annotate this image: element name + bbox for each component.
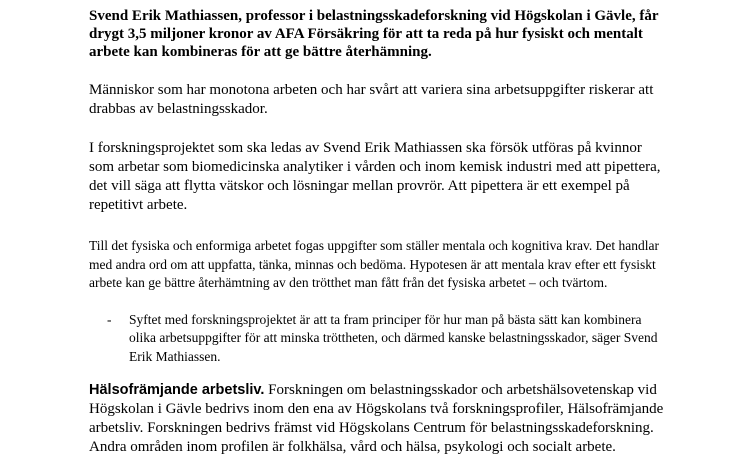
body-paragraph-research-project: I forskningsprojektet som ska ledas av Svend Erik Mathiassen ska försök utföras på kvinnor som arbetar som biomedicinska analytiker i vården och inom kemisk industri med att pipettera, det vill säga att flytta vätskor och lösningar mellan provrör. Att pipettera är ett exempel på repetitivt arbete. <box>89 140 661 213</box>
quote-block <box>89 311 669 367</box>
body-paragraph-monotonous-work: Människor som har monotona arbeten och har svårt att variera sina arbetsuppgifter riskerar att drabbas av belastningsskador. <box>89 82 654 117</box>
body-paragraph-hypothesis: Till det fysiska och enformiga arbetet fogas uppgifter som ställer mentala och kognitiva krav. Det handlar med andra ord om att uppfatta, tänka, minnas och bedöma. Hypotesen är att mentala krav efter ett fysiskt arbete kan ge bättre återhämtning av den trötthet man fått från det fysiska arbetet – och tvärtom. <box>89 238 659 290</box>
body-paragraph-health-promoting <box>89 381 669 457</box>
quote-content: Syftet med forskningsprojektet är att ta fram principer för hur man på bästa sätt kan kombinera olika arbetsuppgifter för att minska tröttheten, och därmed kanske belastningsskador, säger Svend Erik Mathiassen. <box>129 311 658 364</box>
quote-dash: - <box>107 311 112 327</box>
section-body-text: Forskningen om belastningsskador och arbetshälsovetenskap vid Högskolan i Gävle bedrivs inom den ena av Högskolans två forskningsprofiler, Hälsofrämjande arbetsliv. Forskningen bedrivs främst vid Högskolans Centrum för belastningsskadeforskning. Andra områden inom profilen är folkhälsa, vård och hälsa, psykologi och socialt arbete. <box>89 382 664 455</box>
section-subheading: Hälsofrämjande arbetsliv. <box>89 382 265 398</box>
quote-text <box>107 311 669 367</box>
document-page <box>89 0 669 455</box>
lead-paragraph: Svend Erik Mathiassen, professor i belastningsskadeforskning vid Högskolan i Gävle, får drygt 3,5 miljoner kronor av AFA Försäkring för att ta reda på hur fysiskt och mentalt arbete kan kombineras för att ge bättre återhämning. <box>89 8 659 60</box>
